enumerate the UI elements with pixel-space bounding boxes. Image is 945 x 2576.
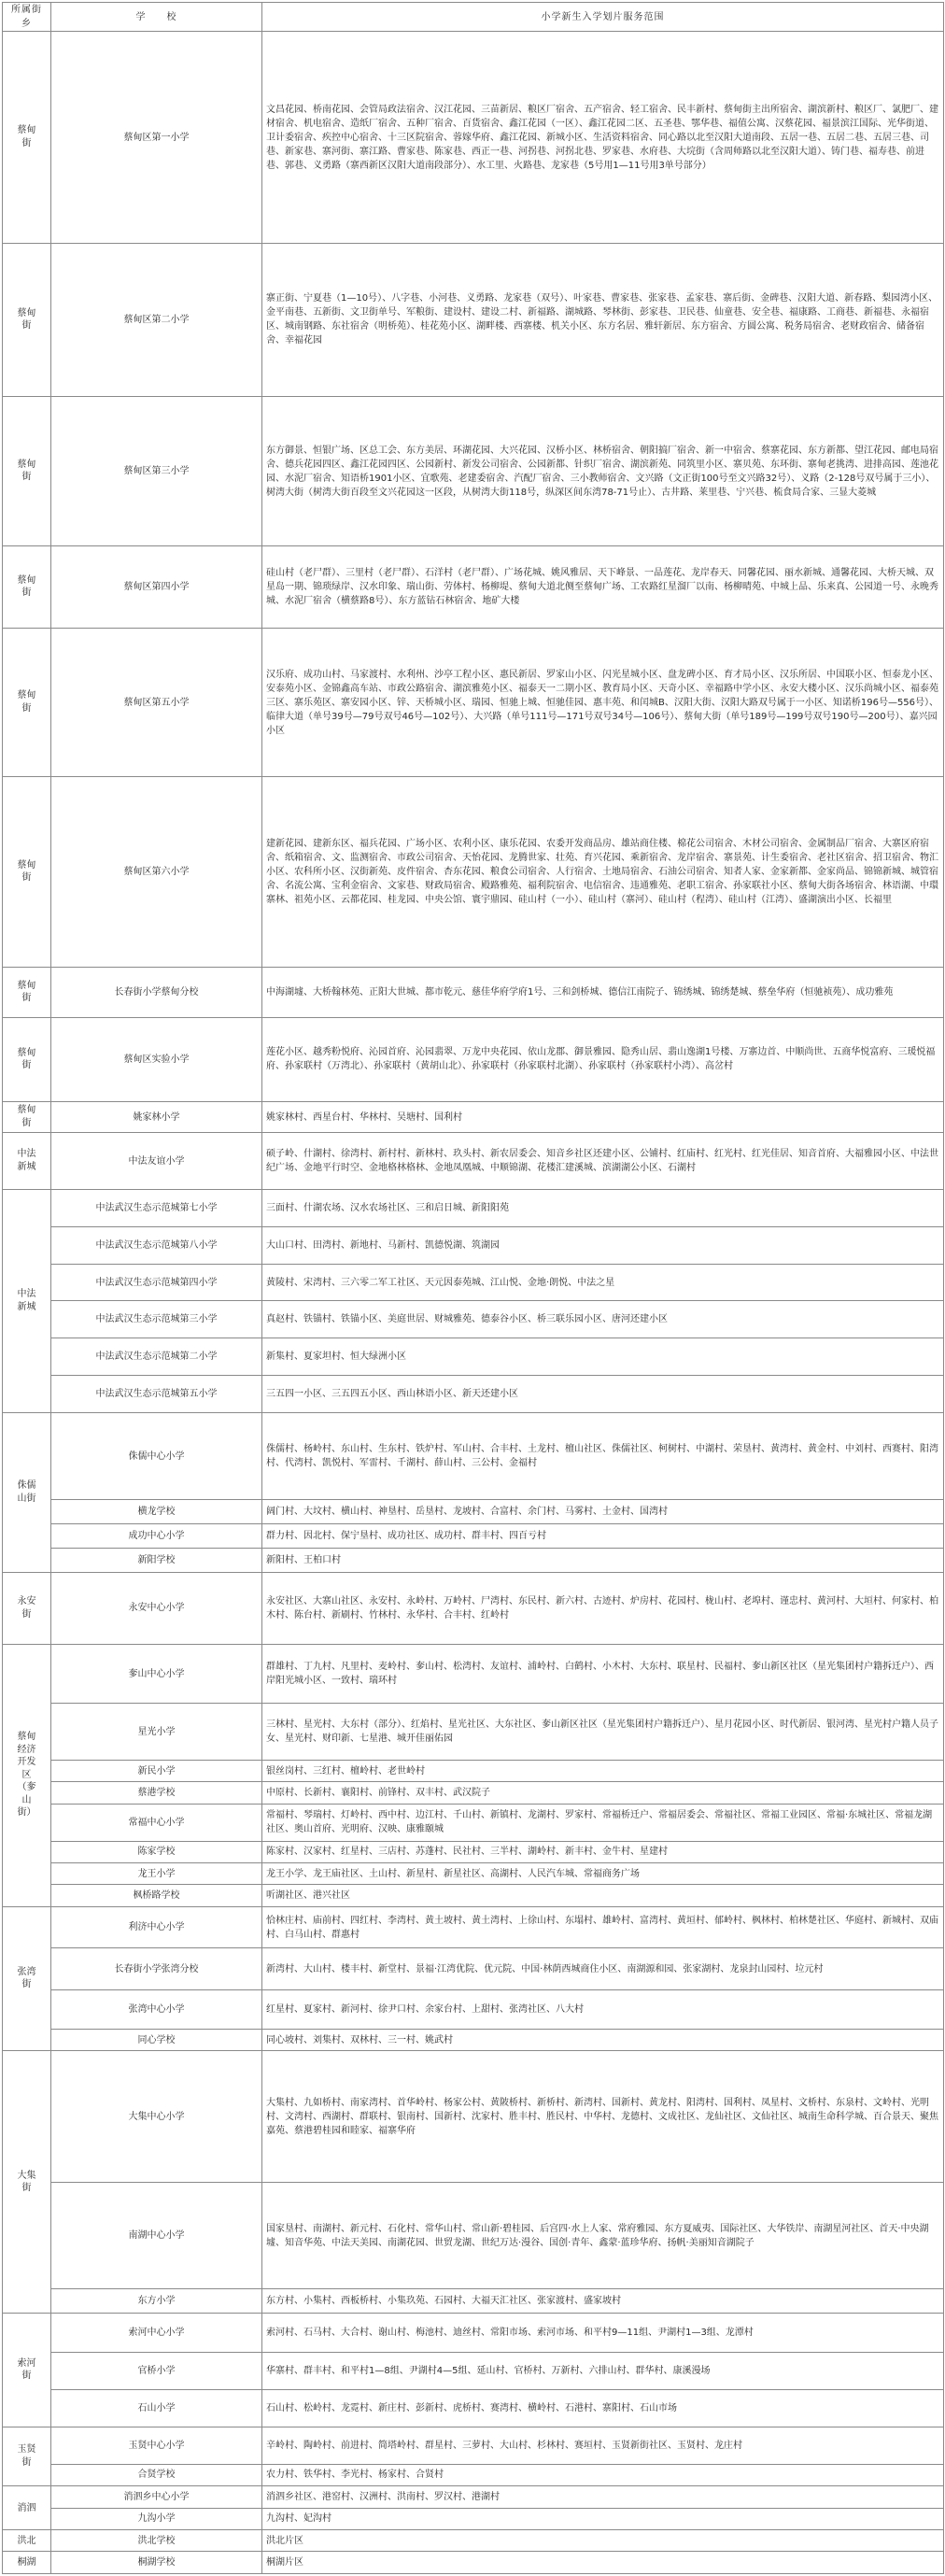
street-name: 大集街	[17, 2170, 36, 2194]
table-row	[3, 2508, 944, 2529]
street-name: 蔡甸街	[17, 690, 36, 714]
service-area: 阔门村、大坟村、横山村、神垦村、岳垦村、龙坡村、合富村、余门村、马雾村、土金村、国湾村	[262, 1500, 944, 1524]
service-area: 硅山村（老尸群）、三里村（老尸群）、石洋村（老尸群）、广场花城、姚风雅居、天下峰景、一品莲花、龙岸春天、同馨花园、丽水新城、通馨花园、大桥天城、双星岛一期、锦琐绿岸、汉水印象、瑞山街、劳体村、杨柳堤、蔡甸大道北侧至蔡甸广场、工农路红星溜厂以南、杨柳晴苑、中城上品、乐来真、公园道一号、永晚秀城、水泥厂宿舍（横蔡路8号）、东方蓝钻石林宿舍、地矿大楼	[262, 546, 944, 629]
street-name: 侏儒山街	[17, 1480, 36, 1504]
table-row	[3, 1338, 944, 1376]
street-cell	[3, 1190, 51, 1413]
street-name: 索河街	[17, 2357, 36, 2382]
school-name: 东方小学	[51, 2289, 262, 2314]
table-row	[3, 1948, 944, 1989]
table-row	[3, 1782, 944, 1804]
street-cell	[3, 1017, 51, 1101]
table-row	[3, 1017, 944, 1101]
service-area: 黄陵村、宋湾村、三六零二军工社区、天元因泰苑城、江山悦、金地·朗悦、中法之星	[262, 1264, 944, 1301]
school-name: 蔡甸区第四小学	[51, 546, 262, 629]
table-row	[3, 1133, 944, 1190]
street-cell	[3, 2552, 51, 2574]
street-name: 永安街	[17, 1596, 36, 1620]
table-row	[3, 2390, 944, 2427]
table-row	[3, 1301, 944, 1338]
service-area: 三五四一小区、三五四五小区、西山林语小区、新天还建小区	[262, 1376, 944, 1413]
street-cell	[3, 396, 51, 545]
school-name: 南湖中心小学	[51, 2182, 262, 2289]
street-name: 蔡甸街	[17, 1105, 36, 1128]
table-row	[3, 1101, 944, 1132]
school-name: 成功中心小学	[51, 1524, 262, 1549]
service-area: 桐湖片区	[262, 2552, 944, 2574]
service-area: 三林村、星光村、大东村（部分）、红焰村、星光社区、大东社区、奓山新区社区（星光集团村户籍拆迁户）、星月花园小区、时代新居、银河湾、星光村户籍人员子女、星光村、财印新、七星港、城开佳丽佑园	[262, 1704, 944, 1761]
table-row	[3, 1761, 944, 1782]
street-cell	[3, 2427, 51, 2485]
school-name: 中法武汉生态示范城第八小学	[51, 1226, 262, 1264]
school-name: 中法武汉生态示范城第二小学	[51, 1338, 262, 1376]
table-row	[3, 1704, 944, 1761]
school-name: 利济中心小学	[51, 1906, 262, 1947]
table-row	[3, 2051, 944, 2182]
service-area: 石山村、松岭村、龙霓村、新庄村、彭新村、虎桥村、赛湾村、横岭村、石港村、寨阳村、石山市场	[262, 2390, 944, 2427]
service-area: 新湾村、大山村、楼丰村、新堂村、景福·江湾优院、优元院、中国·林荫西城商住小区、南湖源和园、张家湖村、龙泉封山园村、垃元村	[262, 1948, 944, 1989]
service-area: 国家垦村、南湖村、新元村、石化村、常华山村、常山新·碧桂园、后宫四·水上人家、常府雅园、东方夏威夷、国际社区、大华铁岸、南湖星河社区、首天·中央湖墟、知音华苑、中法天美园、南湖花园、世贸龙湖、世纪万达·漫谷、国创·青年、鑫蒙·蓝珍华府、扬帆·美丽知音湖院子	[262, 2182, 944, 2289]
service-area: 大集村、九如桥村、南家湾村、首华岭村、杨家公村、黄陂桥村、新桥村、新湾村、国新村、黄龙村、阳湾村、国利村、凤星村、文桥村、东泉村、文岭村、光明村、文湾村、西湖村、群联村、银南村、国新村、沈家村、胜丰村、胜民村、中华村、龙德村、文成社区、龙仙社区、文仙社区、城南生命科学城、百合景天、聚焦嘉苑、蔡港碧桂园和睦家、福寨华府	[262, 2051, 944, 2182]
street-cell	[3, 1412, 51, 1572]
table-header-row	[3, 3, 944, 32]
street-cell	[3, 2486, 51, 2530]
service-area: 群力村、因北村、保宁垦村、成功社区、成功村、群丰村、四百亏村	[262, 1524, 944, 1549]
school-name: 长春街小学张湾分校	[51, 1948, 262, 1989]
street-name: 玉贤街	[17, 2444, 36, 2468]
service-area: 新阳村、王柏口村	[262, 1548, 944, 1572]
service-area: 真赵村、铁锚村、铁锚小区、美庭世居、财城雅苑、德泰谷小区、桥三联乐园小区、唐河还建小区	[262, 1301, 944, 1338]
school-name: 合贤学校	[51, 2464, 262, 2485]
street-name: 消泗	[17, 2502, 36, 2513]
table-row	[3, 546, 944, 629]
enrollment-zoning-table	[2, 2, 944, 2574]
street-name: 张湾街	[17, 1966, 36, 1990]
street-cell	[3, 1572, 51, 1644]
school-name: 中法武汉生态示范城第四小学	[51, 1264, 262, 1301]
street-name: 桐湖	[17, 2557, 36, 2569]
table-row	[3, 2427, 944, 2464]
school-name: 龙王小学	[51, 1863, 262, 1885]
service-area: 常福村、琴瑞村、灯岭村、西中村、边江村、千山村、新镇村、龙湖村、罗家村、常福桥迁户、常福居委会、常福社区、常福工业园区、常福·东城社区、常福龙湖社区、奥山首府、光明府、汉映、康雅颐城	[262, 1804, 944, 1841]
table-row	[3, 2486, 944, 2508]
table-row	[3, 1989, 944, 2029]
table-row	[3, 32, 944, 244]
service-area: 硕子岭、什湖村、徐湾村、新村村、新林村、玖头村、新农居委会、知音乡社区还建小区、公铺村、红庙村、红光村、红光佳居、知音首府、大福雅园小区、中法世纪广场、金地平行时空、金地格林格林、金地凤凰城、中顺锦湖、花楼汇建溪城、滨湖湖公小区、石湖村	[262, 1133, 944, 1190]
table-row	[3, 1863, 944, 1885]
school-name: 陈家学校	[51, 1841, 262, 1862]
street-cell	[3, 2051, 51, 2314]
service-area: 中原村、长新村、襄阳村、前锋村、双丰村、武汉院子	[262, 1782, 944, 1804]
table-row	[3, 1524, 944, 1549]
service-area: 文昌花园、桥南花园、会管局政法宿舍、汉江花园、三苗新居、粮区厂宿舍、五产宿舍、轻工宿舍、民丰新村、蔡甸街主出所宿舍、湖滨新村、粮区厂、氯肥厂、建材宿舍、机电宿舍、造纸厂宿舍、五种厂宿舍、百货宿舍、鑫江花园（一区）、鑫江花园二区、五圣巷、鄂华巷、福值公寓、汉蔡花园、福景滨江国际、光华街道、卫计委宿舍、疾控中心宿舍、十三区院宿舍、蓉嫁华府、鑫江花园、新城小区、生活资料宿舍、同心路以北至汉阳大道南段、五居一巷、五居二巷、五居三巷、司巷、新家巷、寨河街、寨江路、曹家巷、陈家巷、西正一巷、河拐巷、河拐北巷、罗家巷、水府巷、大垸街（含周师路以北至汉阳大道）、铸门巷、福寿巷、前进巷、郭巷、义勇路（寨西新区汉阳大道南段部分）、水工里、火路巷、龙家巷（5号用1—11号用3单号部分）	[262, 32, 944, 244]
table-row	[3, 2182, 944, 2289]
table-row	[3, 1226, 944, 1264]
street-cell	[3, 967, 51, 1017]
street-name: 洪北	[17, 2535, 36, 2546]
service-area: 东方御景、恒银广场、区总工会、东方美居、环湖花园、大兴花园、汉桥小区、林桥宿舍、朝阳搞厂宿舍、新一中宿舍、蔡寨花园、东方新都、望江花园、邮电局宿舍、德兵花园四区、鑫江花园四区、公园新村、新发公司宿舍、公园新都、针织厂宿舍、湖滨新苑、同筑里小区、寨贝苑、东环街、寨甸老挑湾、进排高园、莲池花园、水泥厂宿舍、知语桥1901小区、宜歌苑、老建委宿舍、汽配厂宿舍、三小教师宿舍、文兴路（文正街100号至文兴路32号）、义路（2-128号双号属于三小）、树湾大街（树湾大街百段至文兴花园这一区段，从树湾大街118号，纵深区间东湾78-71号止）、古井路、莱里巷、宁兴巷、梳食局合家、三显大菱城	[262, 396, 944, 545]
school-name: 蔡甸区第一小学	[51, 32, 262, 244]
street-name: 蔡甸街	[17, 1047, 36, 1071]
street-cell	[3, 777, 51, 968]
street-name: 蔡甸街	[17, 980, 36, 1004]
street-name: 蔡甸经济开发区（奓山街）	[17, 1732, 36, 1819]
school-name: 中法武汉生态示范城第三小学	[51, 1301, 262, 1338]
school-name: 官桥小学	[51, 2353, 262, 2390]
table-row	[3, 1264, 944, 1301]
table-row	[3, 1376, 944, 1413]
service-area: 同心坡村、刘集村、双林村、三一村、姚武村	[262, 2029, 944, 2050]
school-name: 九沟小学	[51, 2508, 262, 2529]
school-name: 横龙学校	[51, 1500, 262, 1524]
school-name: 蔡甸区实验小学	[51, 1017, 262, 1101]
service-area: 华寨村、群丰村、和平村1—8组、尹湖村4—5组、延山村、官桥村、万新村、六排山村、群华村、康溪漫场	[262, 2353, 944, 2390]
service-area: 消泗乡社区、港窑村、汉洲村、洪南村、罗汉村、港湖村	[262, 2486, 944, 2508]
table-row	[3, 2529, 944, 2551]
service-area: 陈家村、汉家村、红星村、三店村、苏蓬村、民社村、三半村、湖岭村、新丰村、金牛村、星建村	[262, 1841, 944, 1862]
table-row	[3, 1644, 944, 1703]
service-area: 农力村、铁华村、李光村、杨家村、合贤村	[262, 2464, 944, 2485]
table-row	[3, 2029, 944, 2050]
school-name: 常福中心小学	[51, 1804, 262, 1841]
service-area: 龙王小学、龙王庙社区、土山村、新星村、新星社区、高湖村、人民汽车城、常福商务广场	[262, 1863, 944, 1885]
street-cell	[3, 629, 51, 777]
school-name: 侏儒中心小学	[51, 1412, 262, 1500]
service-area: 恰林庄村、庙前村、四红村、李湾村、黄土坡村、黄土湾村、上徐山村、东塌村、雄岭村、富湾村、黄垣村、郁岭村、枫林村、柏林楚社区、华庭村、新城村、双庙村、白马山村、群惠村	[262, 1906, 944, 1947]
service-area: 中海湖墟、大桥翰林苑、正阳大世城、都市乾元、慈佳华府学府1号、三和剑桥城、德信江南院子、锦绣城、锦绣楚城、蔡垒华府（恒驰祯苑）、成功雅苑	[262, 967, 944, 1017]
street-name: 蔡甸街	[17, 859, 36, 884]
service-area: 三面村、什湖农场、汉水农场社区、三和启日城、新阳阳苑	[262, 1190, 944, 1227]
school-name: 同心学校	[51, 2029, 262, 2050]
street-name: 中法新城	[17, 1149, 36, 1172]
service-area: 莲花小区、越秀粉悦府、沁园首府、沁园翡翠、万龙中央花园、依山龙郡、御景雅园、隐秀山居、翡山逸湖1号楼、万寨边首、中顺尚世、五商华悦富府、三瑗悦福府、孙家联村（万湾北）、孙家联村（黄胡山北）、孙家联村（孙家联村北湖）、孙家联村（孙家联村小湾）、高岔村	[262, 1017, 944, 1101]
service-area: 东方村、小集村、西板桥村、小集玖苑、石园村、大福天汇社区、张家渡村、盛家坡村	[262, 2289, 944, 2314]
header-school: 学 校	[51, 3, 262, 32]
table-row	[3, 1906, 944, 1947]
table-row	[3, 1572, 944, 1644]
table-row	[3, 2289, 944, 2314]
service-area: 寨正街、宁夏巷（1—10号）、八字巷、小河巷、义勇路、龙家巷（双号）、叶家巷、曹家巷、张家巷、孟家巷、寨后街、金碑巷、汉阳大道、新春路、梨园湾小区、金平南巷、五新街、文卫街单号、军粮街、建设村、建设二村、新福路、湖城路、琴林街、彭家巷、卫民巷、仙童巷、安全巷、福康路、工商巷、新福巷、永福宿区、城南钢路、东社宿舍（明桥苑）、桂花苑小区、湖畔楼、西寨楼、机关小区、东方名居、雅轩新居、东方宿舍、方圆公寓、税务局宿舍、老财政宿舍、储备宿舍、幸福花园	[262, 244, 944, 397]
school-name: 玉贤中心小学	[51, 2427, 262, 2464]
street-name: 中法新城	[17, 1289, 36, 1312]
street-cell	[3, 32, 51, 244]
service-area: 永安社区、大寨山社区、永安村、永岭村、万岭村、尸湾村、东民村、新六村、古迹村、炉房村、花园村、栊山村、老埠村、谨忠村、黄河村、大垣村、何家村、柏木村、陈台村、新刷村、竹林村、永华村、合丰村、红岭村	[262, 1572, 944, 1644]
table-row	[3, 777, 944, 968]
table-row	[3, 629, 944, 777]
school-name: 蔡甸区第五小学	[51, 629, 262, 777]
school-name: 永安中心小学	[51, 1572, 262, 1644]
table-row	[3, 396, 944, 545]
table-row	[3, 2314, 944, 2353]
table-row	[3, 1412, 944, 1500]
school-name: 张湾中心小学	[51, 1989, 262, 2029]
school-name: 中法武汉生态示范城第五小学	[51, 1376, 262, 1413]
service-area: 索河村、石马村、大合村、谢山村、梅池村、迪丝村、常阳市场、索河市场、和平村9—11组、尹湖村1—3组、龙潭村	[262, 2314, 944, 2353]
table-row	[3, 2464, 944, 2485]
school-name: 蔡甸区第二小学	[51, 244, 262, 397]
header-street: 所属街乡	[3, 3, 51, 32]
table-row	[3, 1841, 944, 1862]
school-name: 索河中心小学	[51, 2314, 262, 2353]
school-name: 消泗乡中心小学	[51, 2486, 262, 2508]
service-area: 群雄村、丁九村、凡里村、麦岭村、奓山村、松湾村、友谊村、浦岭村、白鹤村、小木村、大东村、联星村、民福村、奓山新区社区（星光集团村户籍拆迁户）、西岸阳光城小区、一致村、瑞环村	[262, 1644, 944, 1703]
service-area: 银丝岗村、三红村、檀岭村、老世岭村	[262, 1761, 944, 1782]
street-cell	[3, 1906, 51, 2050]
school-name: 蔡港学校	[51, 1782, 262, 1804]
table-row	[3, 1500, 944, 1524]
school-name: 新民小学	[51, 1761, 262, 1782]
table-row	[3, 1885, 944, 1906]
table-row	[3, 967, 944, 1017]
street-name: 蔡甸街	[17, 574, 36, 599]
school-name: 枫桥路学校	[51, 1885, 262, 1906]
school-name: 中法武汉生态示范城第七小学	[51, 1190, 262, 1227]
street-cell	[3, 1133, 51, 1190]
school-name: 蔡甸区第六小学	[51, 777, 262, 968]
service-area: 姚家林村、西星台村、华林村、吴塘村、国利村	[262, 1101, 944, 1132]
school-name: 大集中心小学	[51, 2051, 262, 2182]
service-area: 大山口村、田湾村、新地村、马新村、凯德悦湖、筑湖园	[262, 1226, 944, 1264]
school-name: 桐湖学校	[51, 2552, 262, 2574]
table-row	[3, 1548, 944, 1572]
service-area: 听湖社区、港兴社区	[262, 1885, 944, 1906]
street-cell	[3, 2529, 51, 2551]
school-name: 石山小学	[51, 2390, 262, 2427]
service-area: 侏儒村、杨岭村、东山村、生东村、铁炉村、军山村、合丰村、土龙村、檀山社区、侏儒社区、柯树村、中湖村、荣垦村、黄湾村、黄金村、中刘村、西赛村、阳湾村、代湾村、凯悦村、军雷村、千湖村、薛山村、三公村、金福村	[262, 1412, 944, 1500]
table-row	[3, 244, 944, 397]
school-name: 星光小学	[51, 1704, 262, 1761]
street-cell	[3, 2314, 51, 2427]
table-body	[3, 32, 944, 2574]
street-name: 蔡甸街	[17, 307, 36, 332]
service-area: 汉乐府、成功山村、马家渡村、水利州、沙亭工程小区、惠民新居、罗家山小区、闪光星城小区、盘龙碑小区、育才局小区、汉乐所居、中国联小区、恒泰龙小区、安泰苑小区、金锦鑫高车站、市政公路宿舍、湖滨雅苑小区、福泰天一二期小区、教育局小区、天奇小区、幸福路中学小区、永安大楼小区、汉乐尚城小区、福泰苑三区、寨乐苑区、寨安园小区、锌、天桥城小区、瑞园、恒驰上城、恒驰佳园、惠丰苑、和闰城B、汉阳大街、汉阳大路双号属于一小区、知诺桥196号—556号）、临律大道（单号39号—79号双号46号—102号）、大兴路（单号111号—171号双号34号—106号）、蔡甸大街（单号189号—199号双号190号—200号）、嘉兴园小区	[262, 629, 944, 777]
street-name: 蔡甸街	[17, 125, 36, 149]
school-name: 奓山中心小学	[51, 1644, 262, 1703]
street-name: 蔡甸街	[17, 459, 36, 483]
service-area: 辛岭村、陶岭村、前进村、简塔岭村、群星村、三萝村、大山村、杉林村、赛垣村、玉贤新街社区、玉贤村、龙庄村	[262, 2427, 944, 2464]
service-area: 九沟村、妃沟村	[262, 2508, 944, 2529]
table-row	[3, 2353, 944, 2390]
table-row	[3, 2552, 944, 2574]
school-name: 姚家林小学	[51, 1101, 262, 1132]
school-name: 长春街小学蔡甸分校	[51, 967, 262, 1017]
table-row	[3, 1190, 944, 1227]
service-area: 新集村、夏家坦村、恒大绿洲小区	[262, 1338, 944, 1376]
header-area: 小学新生入学划片服务范围	[262, 3, 944, 32]
school-name: 中法友谊小学	[51, 1133, 262, 1190]
street-cell	[3, 546, 51, 629]
service-area: 红星村、夏家村、新河村、徐尹口村、余家台村、上甜村、张湾社区、八大村	[262, 1989, 944, 2029]
street-cell	[3, 1644, 51, 1906]
school-name: 新阳学校	[51, 1548, 262, 1572]
school-name: 洪北学校	[51, 2529, 262, 2551]
street-cell	[3, 244, 51, 397]
service-area: 洪北片区	[262, 2529, 944, 2551]
service-area: 建新花园、建新东区、福兵花园、广场小区、农利小区、康乐花园、农委开发商品房、雄站商住楼、棉花公司宿舍、木材公司宿舍、金属制品厂宿舍、大寨区府宿舍、纸箱宿舍、文、监测宿舍、市政公司宿舍、天怡花园、龙腾世家、壮苑、育兴花园、乘新宿舍、龙岸宿舍、寨景苑、计生委宿舍、老社区宿舍、招卫宿舍、物汇小区、农科所小区、汉街新苑、皮件宿舍、杏东花园、粮食公司宿舍、人行宿舍、土地局宿舍、石油公司宿舍、知者人家、金家新都、金家尚品、锦锦新城、城管宿舍、名流公寓、宝利金宿舍、文家巷、财政局宿舍、殿路雅苑、福利院宿舍、电信宿舍、违通雅苑、老职工宿舍、孙家联社小区、蔡甸大街各场宿舍、林语湖、中環寨林、祖苑小区、云都花园、桂龙园、中央公馆、寰宇鼎园、硅山村（一小）、硅山村（寨河）、硅山村（程湾）、硅山村（江湾）、盛湖演出小区、长福里	[262, 777, 944, 968]
school-name: 蔡甸区第三小学	[51, 396, 262, 545]
street-cell	[3, 1101, 51, 1132]
table-row	[3, 1804, 944, 1841]
